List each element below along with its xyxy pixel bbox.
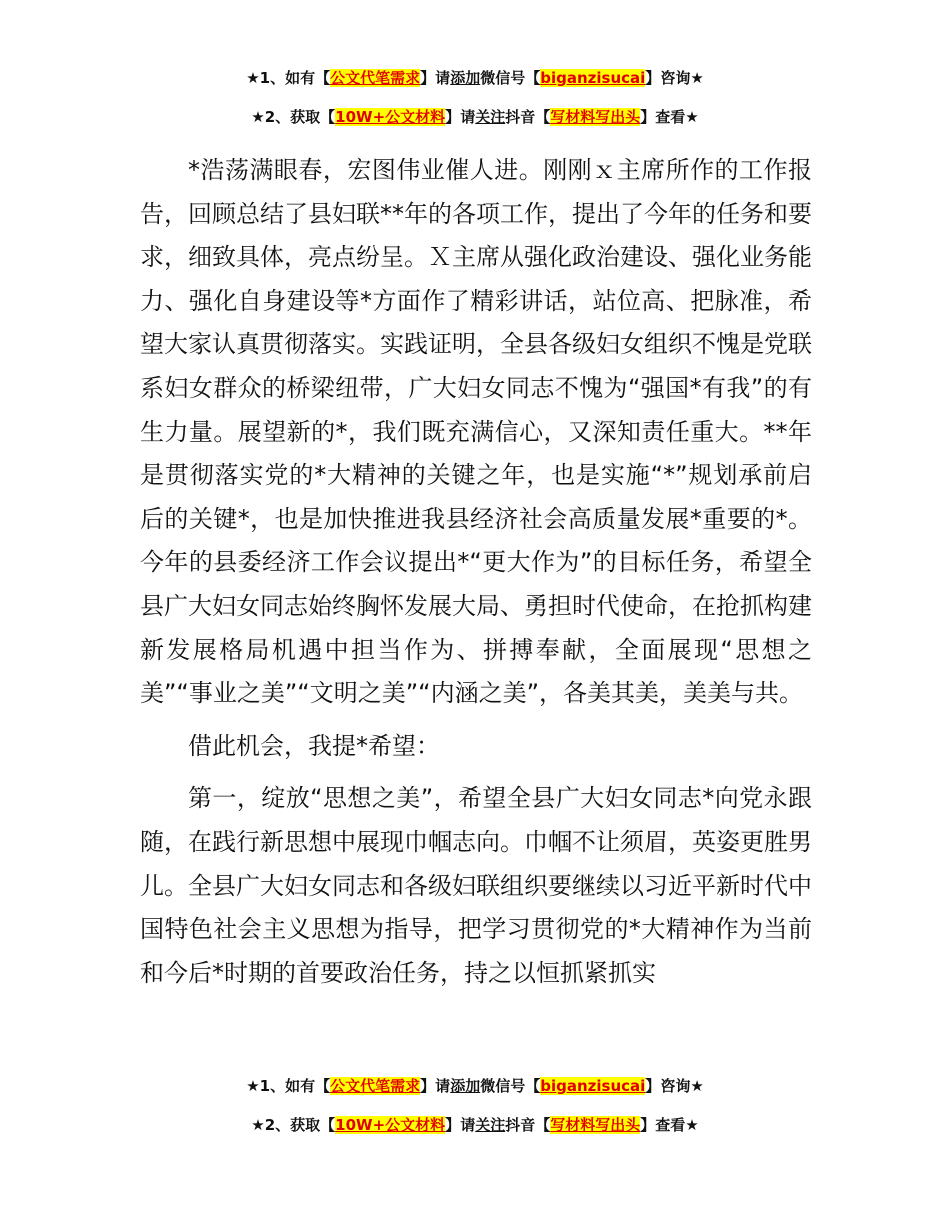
bracket: 【	[525, 69, 541, 87]
highlighted-text: 10W+公文材料	[335, 108, 446, 126]
bracket: 】	[445, 1116, 461, 1134]
banner-text: 请	[460, 108, 476, 126]
paragraph: 第一，绽放“思想之美”，希望全县广大妇女同志*向党永跟随，在践行新思想中展现巾帼志向。巾帼不让须眉，英姿更胜男儿。全县广大妇女同志和各级妇联组织要继续以习近平新时代中国特色社会主义思想为指导，把学习贯彻党的*大精神作为当前和今后*时期的首要政治任务，持之以恒抓紧抓实	[140, 784, 812, 987]
bracket: 】	[445, 108, 461, 126]
emphasis-text: 添加	[450, 69, 481, 87]
bracket: 【	[320, 1116, 336, 1134]
bracket: 【	[315, 69, 331, 87]
header-banner-line-1	[0, 67, 950, 89]
bracket: 】	[640, 108, 656, 126]
banner-text: 查看★	[655, 108, 699, 126]
banner-text: 请	[460, 1116, 476, 1134]
banner-text: 咨询★	[660, 1077, 704, 1095]
bracket: 【	[525, 1077, 541, 1095]
paragraph: *浩荡满眼春，宏图伟业催人进。刚刚ｘ主席所作的工作报告，回顾总结了县妇联**年的各项工作，提出了今年的任务和要求，细致具体，亮点纷呈。Ｘ主席从强化政治建设、强化业务能力、强化自身建设等*方面作了精彩讲话，站位高、把脉准，希望大家认真贯彻落实。实践证明，全县各级妇女组织不愧是党联系妇女群众的桥梁纽带，广大妇女同志不愧为“强国*有我”的有生力量。展望新的*，我们既充满信心，又深知责任重大。**年是贯彻落实党的*大精神的关键之年，也是实施“*”规划承前启后的关键*，也是加快推进我县经济社会高质量发展*重要的*。今年的县委经济工作会议提出*“更大作为”的目标任务，希望全县广大妇女同志始终胸怀发展大局、勇担时代使命，在抢抓构建新发展格局机遇中担当作为、拼搏奉献，全面展现“思想之美”“事业之美”“文明之美”“内涵之美”，各美其美，美美与共。	[140, 156, 812, 708]
highlighted-text: 10W+公文材料	[335, 1116, 446, 1134]
bracket: 】	[645, 1077, 661, 1095]
bracket: 【	[315, 1077, 331, 1095]
emphasis-text: 关注	[475, 108, 506, 126]
banner-text: 咨询★	[660, 69, 704, 87]
banner-text: 微信号	[480, 1077, 526, 1095]
banner-text: 抖音	[505, 108, 536, 126]
banner-text: ★2、获取	[251, 1116, 321, 1134]
document-body	[140, 149, 812, 995]
highlighted-text: 写材料写出头	[550, 1116, 641, 1134]
bracket: 】	[640, 1116, 656, 1134]
footer-banner-line-2	[0, 1114, 950, 1136]
bracket: 】	[645, 69, 661, 87]
banner-text: 微信号	[480, 69, 526, 87]
banner-text: 查看★	[655, 1116, 699, 1134]
paragraph: 借此机会，我提*希望：	[188, 731, 440, 760]
bracket: 】	[420, 69, 436, 87]
emphasis-text: 关注	[475, 1116, 506, 1134]
footer-banner-line-1	[0, 1075, 950, 1097]
highlighted-text: 公文代笔需求	[330, 69, 421, 87]
banner-text: ★1、如有	[246, 69, 316, 87]
banner-text: 请	[435, 69, 451, 87]
emphasis-text: 添加	[450, 1077, 481, 1095]
bracket: 【	[535, 1116, 551, 1134]
highlighted-text: 写材料写出头	[550, 108, 641, 126]
highlighted-text: biganzisucai	[540, 1077, 646, 1095]
banner-text: 抖音	[505, 1116, 536, 1134]
highlighted-text: 公文代笔需求	[330, 1077, 421, 1095]
header-banner-line-2	[0, 106, 950, 128]
banner-text: ★1、如有	[246, 1077, 316, 1095]
bracket: 】	[420, 1077, 436, 1095]
banner-text: 请	[435, 1077, 451, 1095]
bracket: 【	[535, 108, 551, 126]
banner-text: ★2、获取	[251, 108, 321, 126]
highlighted-text: biganzisucai	[540, 69, 646, 87]
bracket: 【	[320, 108, 336, 126]
